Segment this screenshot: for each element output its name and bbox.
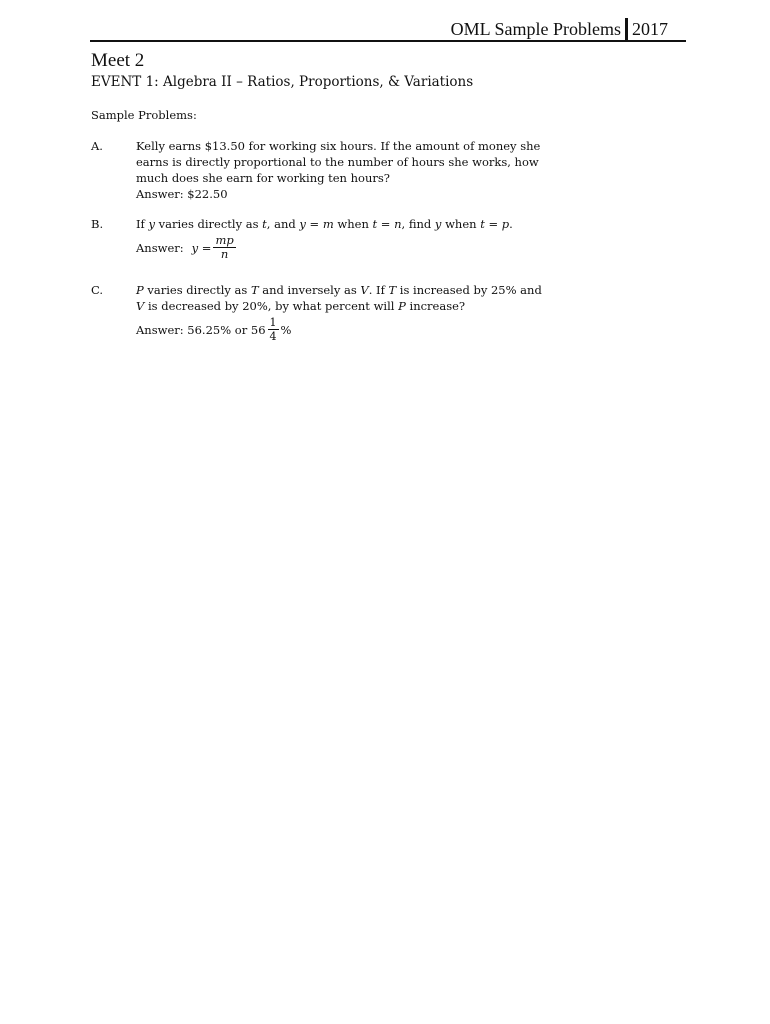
variable: T <box>250 283 259 297</box>
header-separator <box>625 18 628 40</box>
text: , find <box>401 217 435 231</box>
text: . If <box>368 283 389 297</box>
problem-answer: Answer: $22.50 <box>136 187 228 201</box>
answer-fraction <box>213 234 235 261</box>
text: and inversely as <box>258 283 361 297</box>
fraction-denominator: n <box>220 247 229 261</box>
variable: V <box>360 283 369 297</box>
answer-label: Answer: 56.25% or 56 <box>136 322 266 337</box>
equation: t = p <box>480 217 510 231</box>
problem-letter: A. <box>91 139 103 153</box>
variable: y <box>434 217 442 231</box>
answer-suffix: % <box>280 322 292 337</box>
meet-title: Meet 2 <box>91 50 145 71</box>
variable: V <box>136 299 145 313</box>
text: is decreased by 20%, by what percent will <box>144 299 399 313</box>
header-year: 2017 <box>632 19 668 39</box>
problem-line <box>136 282 681 298</box>
event-title: EVENT 1: Algebra II – Ratios, Proportions, & Variations <box>91 74 474 90</box>
problem-line <box>136 216 681 232</box>
answer-fraction <box>268 316 279 343</box>
fraction-numerator: mp <box>215 233 234 247</box>
text: increase? <box>405 299 466 313</box>
answer-label: Answer: <box>136 240 184 255</box>
fraction-denominator: 4 <box>269 330 277 343</box>
problem-letter: C. <box>91 283 104 297</box>
text: . <box>509 217 513 231</box>
page-header <box>90 18 686 42</box>
text: is increased by 25% and <box>396 283 542 297</box>
equation: t = n <box>372 217 402 231</box>
text: varies directly as <box>143 283 251 297</box>
problem-answer <box>136 234 681 261</box>
text: when <box>441 217 481 231</box>
problem-answer <box>136 316 681 343</box>
problem-line: earns is directly proportional to the number of hours she works, how <box>136 155 539 169</box>
text: varies directly as <box>154 217 263 231</box>
problem-line: Kelly earns $13.50 for working six hours. If the amount of money she <box>136 139 541 153</box>
problem-line: much does she earn for working ten hours? <box>136 171 390 185</box>
variable: t <box>262 217 267 231</box>
variable: P <box>398 299 406 313</box>
variable: P <box>136 283 144 297</box>
problem-line <box>136 298 681 314</box>
text: when <box>333 217 373 231</box>
answer-lhs: y = <box>191 240 212 255</box>
variable: T <box>388 283 397 297</box>
sample-problems-label: Sample Problems: <box>91 108 197 122</box>
equation: y = m <box>299 217 334 231</box>
text: If <box>136 217 149 231</box>
variable: y <box>148 217 155 231</box>
header-title: OML Sample Problems <box>450 19 621 39</box>
text: , and <box>266 217 300 231</box>
problem-letter: B. <box>91 217 104 231</box>
fraction-numerator: 1 <box>269 316 277 329</box>
